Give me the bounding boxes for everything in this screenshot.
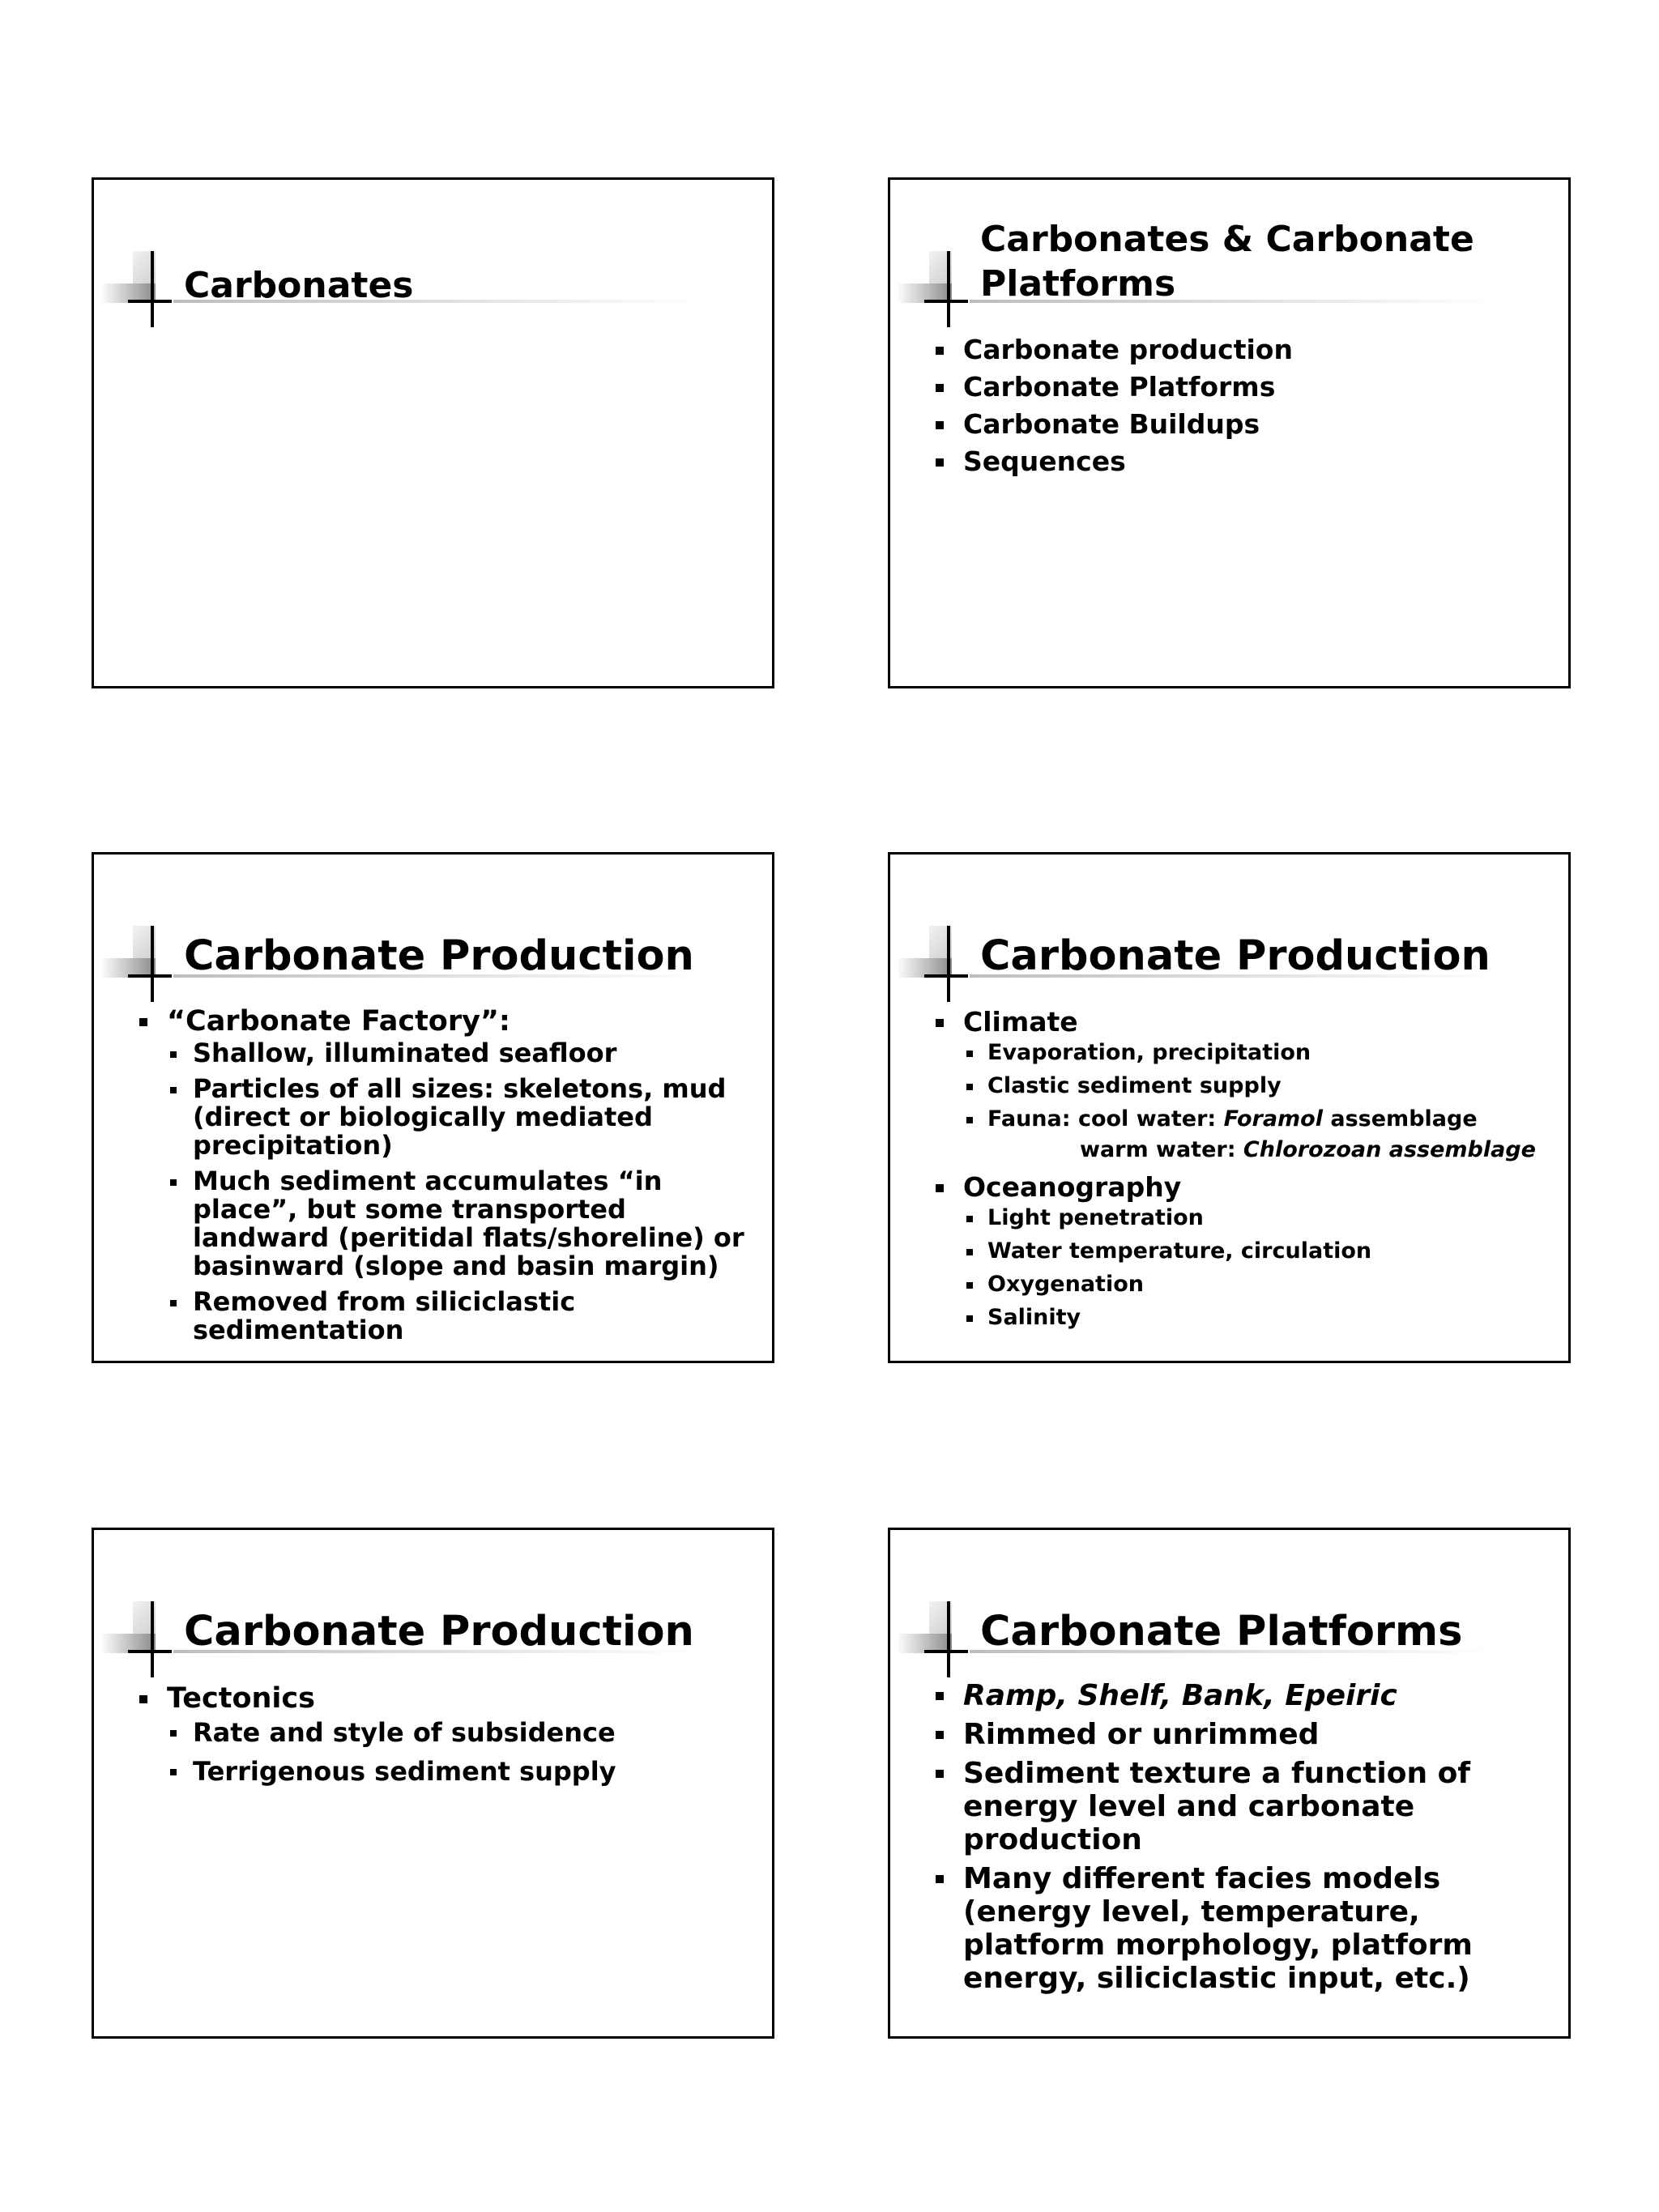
bullet-square-icon — [966, 1249, 973, 1255]
slide-2 — [888, 177, 1571, 688]
list-item: Oceanography — [936, 1171, 1559, 1204]
sub-list-item: Water temperature, circulation — [966, 1239, 1559, 1264]
bullet-square-icon — [170, 1179, 177, 1186]
bullet-square-icon — [936, 1875, 944, 1883]
bullet-square-icon — [170, 1087, 177, 1093]
slide-title-line-2: Platforms — [980, 263, 1176, 305]
slide-title: Carbonate Production — [980, 932, 1491, 980]
slide-1 — [92, 177, 774, 688]
bullet-square-icon — [139, 1018, 147, 1026]
sub-list-item: Light penetration — [966, 1206, 1559, 1230]
bullet-square-icon — [966, 1084, 973, 1090]
slide-title: Carbonate Production — [184, 1608, 694, 1656]
bullet-square-icon — [936, 347, 944, 355]
sub-list-item: Evaporation, precipitation — [966, 1041, 1559, 1065]
bullet-square-icon — [170, 1730, 177, 1737]
bullet-square-icon — [936, 1184, 944, 1192]
bullet-list — [936, 334, 1293, 483]
bullet-square-icon — [966, 1117, 973, 1123]
slide-3 — [92, 852, 774, 1363]
bullet-square-icon — [966, 1216, 973, 1222]
slide-title-line-1: Carbonates & Carbonate — [980, 219, 1474, 260]
slide-title: Carbonates — [184, 265, 414, 306]
bullet-square-icon — [936, 1731, 944, 1739]
sub-list-item: Rate and style of subsidence — [170, 1718, 755, 1747]
slide-title: Carbonate Platforms — [980, 1608, 1463, 1656]
bullet-square-icon — [936, 384, 944, 392]
slide-4 — [888, 852, 1571, 1363]
list-item: Rimmed or unrimmed — [936, 1718, 1551, 1751]
bullet-square-icon — [966, 1315, 973, 1322]
slide-title: Carbonate Production — [184, 932, 694, 980]
bullet-square-icon — [170, 1300, 177, 1306]
sub-list-item: Salinity — [966, 1306, 1559, 1330]
sub-list-item: Shallow, illuminated seafloor — [170, 1039, 755, 1068]
bullet-square-icon — [936, 421, 944, 429]
sub-list-item: Terrigenous sediment supply — [170, 1757, 755, 1786]
list-item: Sediment texture a function of energy level and carbonate production — [936, 1757, 1551, 1856]
bullet-list — [139, 1005, 755, 1352]
sub-list-item: Fauna: cool water: Foramol assemblage — [966, 1107, 1559, 1132]
bullet-square-icon — [936, 1770, 944, 1778]
list-item: “Carbonate Factory”: — [139, 1005, 755, 1038]
list-item: Carbonate production — [936, 334, 1293, 366]
sub-list-item: Particles of all sizes: skeletons, mud (direct or biologically mediated precipitation) — [170, 1075, 755, 1160]
bullet-square-icon — [966, 1282, 973, 1289]
bullet-square-icon — [936, 1692, 944, 1700]
bullet-square-icon — [936, 1019, 944, 1027]
list-item: Many different facies models (energy level, temperature, platform morphology, platform energy, siliciclastic input, etc.) — [936, 1862, 1551, 1995]
bullet-square-icon — [170, 1051, 177, 1058]
bullet-list — [936, 1006, 1559, 1339]
bullet-square-icon — [966, 1051, 973, 1057]
sub-list-item: Much sediment accumulates “in place”, but some transported landward (peritidal flats/shoreline) or basinward (slope and basin margin) — [170, 1167, 755, 1281]
bullet-square-icon — [139, 1695, 147, 1703]
bullet-square-icon — [170, 1769, 177, 1775]
list-item: Tectonics — [139, 1682, 755, 1715]
sub-list-item: Removed from siliciclastic sedimentation — [170, 1288, 755, 1345]
slide-6 — [888, 1528, 1571, 2039]
bullet-list — [936, 1679, 1551, 2001]
slide-title — [980, 217, 1474, 306]
bullet-list — [139, 1682, 755, 1796]
list-item: Carbonate Buildups — [936, 408, 1293, 441]
list-item: Climate — [936, 1006, 1559, 1038]
list-item: Ramp, Shelf, Bank, Epeiric — [936, 1679, 1551, 1712]
sub-list-item: Oxygenation — [966, 1272, 1559, 1297]
bullet-square-icon — [936, 458, 944, 467]
list-item: Sequences — [936, 445, 1293, 478]
sub-list-continuation: warm water: Chlorozoan assemblage — [1080, 1137, 1536, 1162]
sub-list-item: Clastic sediment supply — [966, 1074, 1559, 1098]
slide-5 — [92, 1528, 774, 2039]
list-item: Carbonate Platforms — [936, 371, 1293, 403]
